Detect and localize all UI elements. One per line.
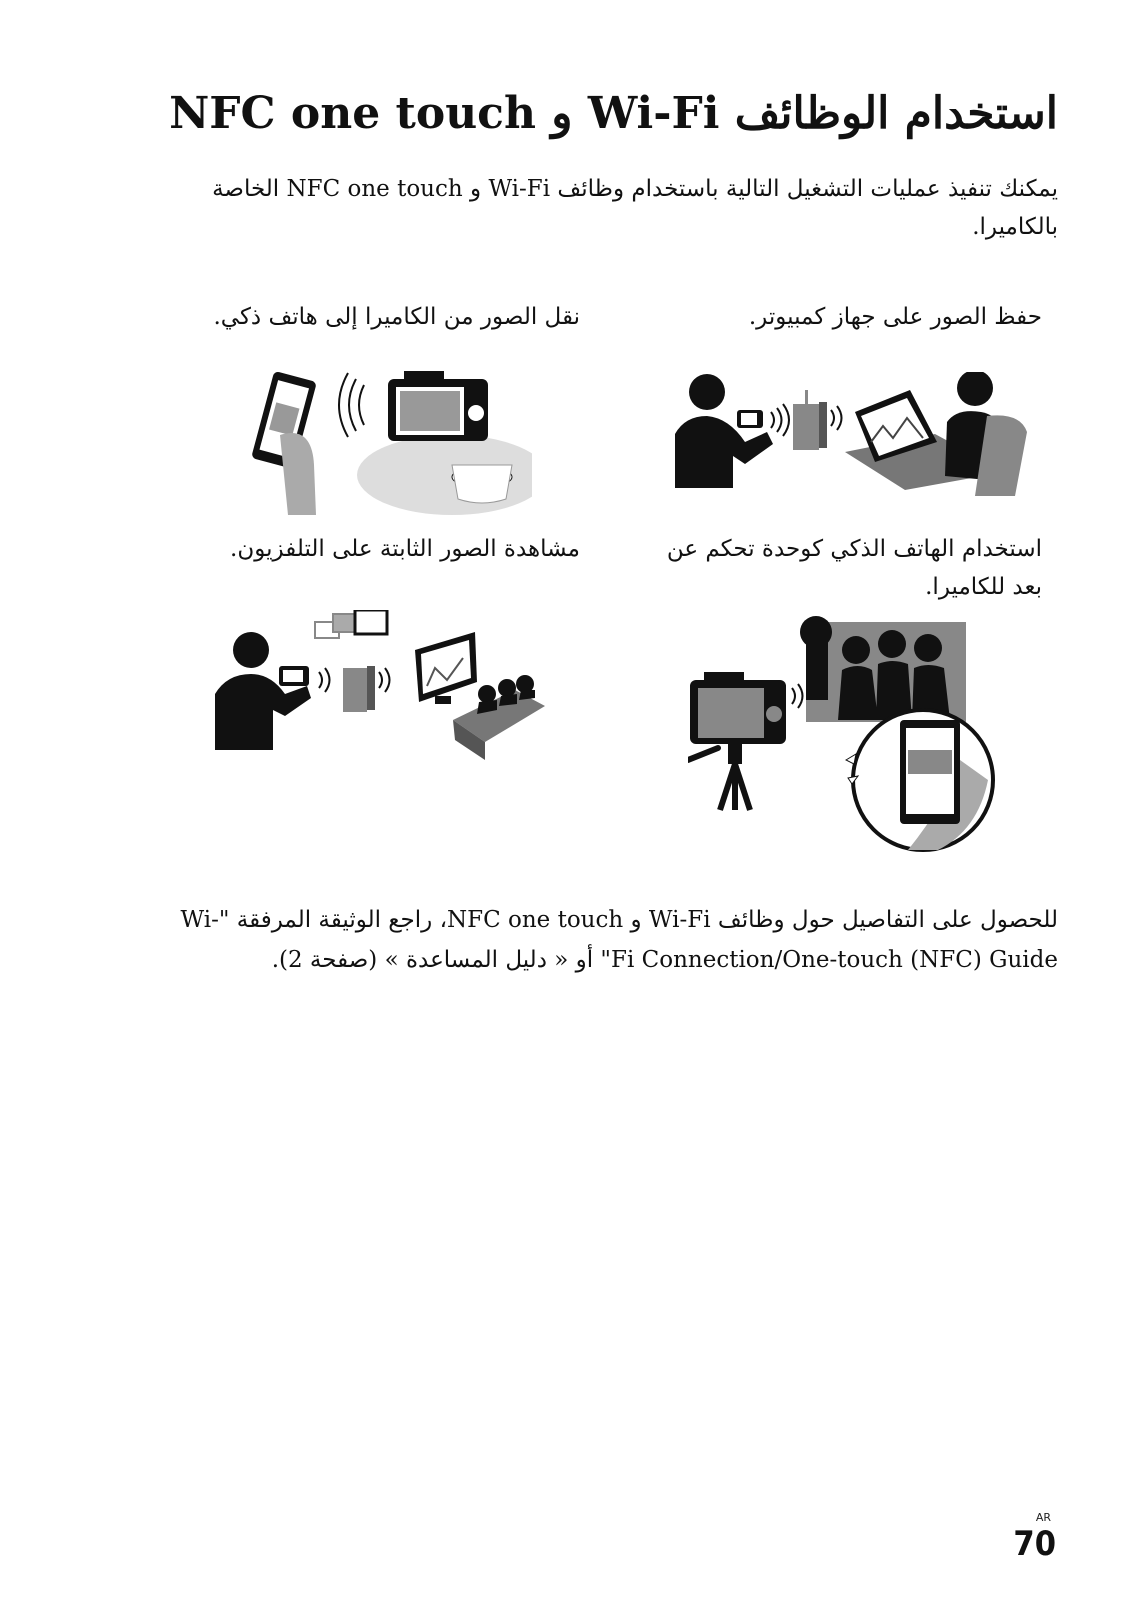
page-number: 70 xyxy=(1013,1524,1056,1564)
intro-paragraph: يمكنك تنفيذ عمليات التشغيل التالية باستخدام وظائف Wi-Fi و NFC one touch الخاصة بالكاميرا. xyxy=(212,176,1058,240)
feature-caption-transfer-to-smartphone: نقل الصور من الكاميرا إلى هاتف ذكي. xyxy=(213,304,580,330)
feature-caption-remote-control: استخدام الهاتف الذكي كوحدة تحكم عن بعد للكاميرا. xyxy=(666,536,1042,600)
transfer-to-smartphone-illustration xyxy=(252,365,532,515)
feature-caption-save-to-computer: حفظ الصور على جهاز كمبيوتر. xyxy=(748,304,1042,330)
view-on-tv-illustration xyxy=(215,610,565,770)
save-to-computer-illustration xyxy=(675,372,1030,512)
feature-caption-view-on-tv: مشاهدة الصور الثابتة على التلفزيون. xyxy=(230,536,580,562)
language-code: AR xyxy=(1035,1511,1051,1524)
outro-paragraph: للحصول على التفاصيل حول وظائف Wi-Fi و NFC one touch، راجع الوثيقة المرفقة "Wi-Fi Connection/One-touch (NFC) Guide" أو « دليل المساعدة » (صفحة 2). xyxy=(180,907,1058,973)
remote-control-illustration xyxy=(688,610,1008,855)
page-title: استخدام الوظائف Wi-Fi و NFC one touch xyxy=(169,88,1058,139)
